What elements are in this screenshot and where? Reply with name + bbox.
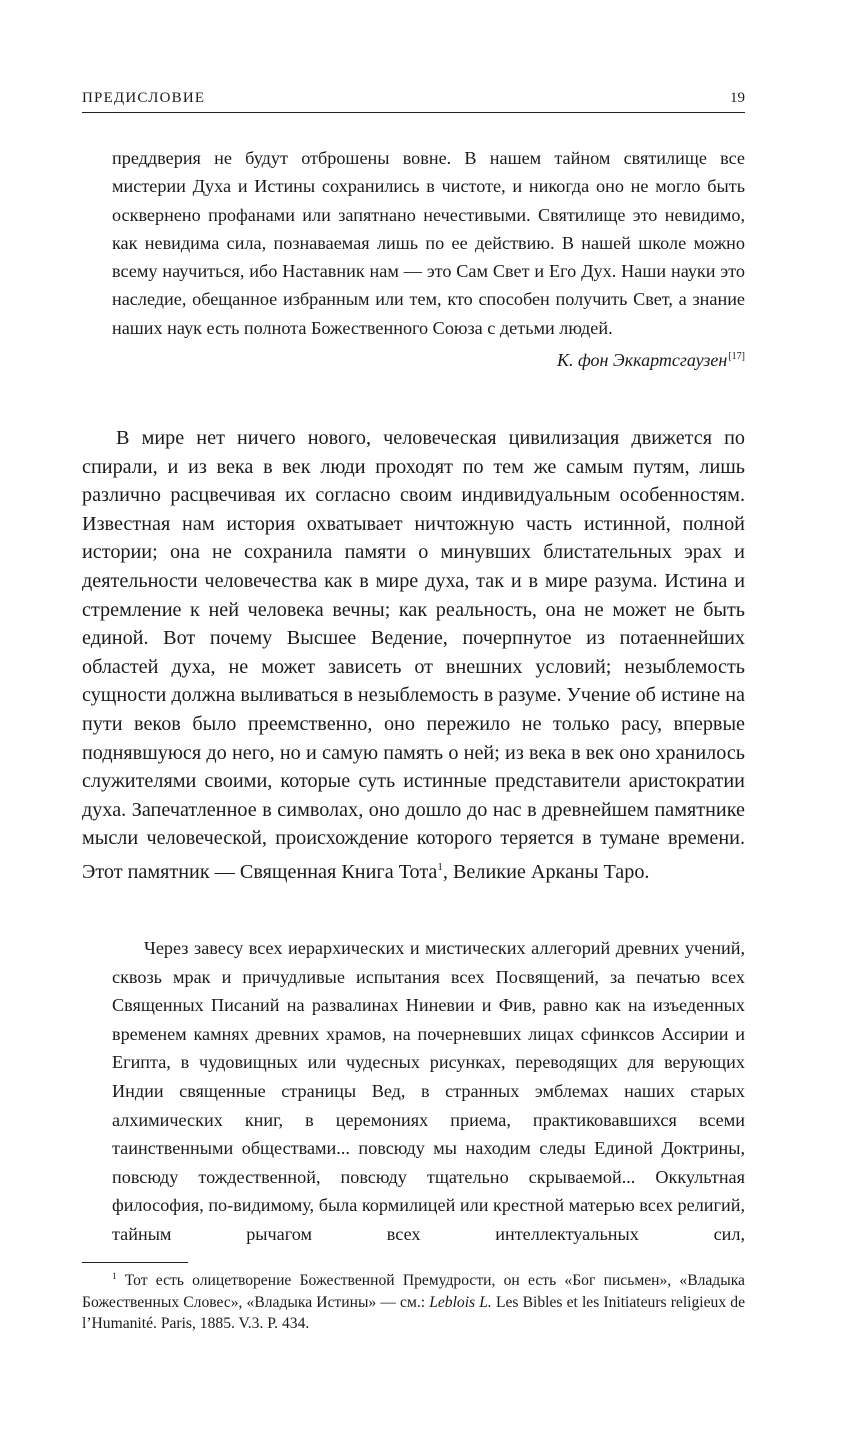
- block-quote: Через завесу всех иерархических и мистических аллегорий древних учений, сквозь мрак и причудливые испытания всех Посвящений, за печатью всех Священных Писаний на развалинах Ниневии и Фив, равно как на изъеденных временем камнях древних храмов, на почерневших лицах сфинксов Ассирии и Египта, в чудовищных или чудесных рисунках, переводящих для верующих Индии священные страницы Вед, в странных эмблемах наших старых алхимических книг, в церемониях приема, практиковавшихся всеми таинственными обществами... повсюду мы находим следы Единой Доктрины, повсюду тождественной, повсюду тщательно скрываемой... Оккультная философия, по-видимому, была кормилицей или крестной матерью всех религий, тайным рычагом всех интеллектуальных сил,: [112, 938, 745, 1244]
- epigraph: [112, 144, 745, 372]
- running-header: [82, 88, 745, 113]
- footnote: [82, 1266, 745, 1335]
- main-text-part-1: В мире нет ничего нового, человеческая цивилизация движется по спирали, и из века в век люди проходят по тем же самым путям, лишь различно расцвечивая их согласно своим индивидуальным особенностям. Известная нам история охватывает ничтожную часть истинной, полной истории; она не сохранила памяти о минувших блистательных эрах и деятельности человечества как в мире духа, так и в мире разума. Истина и стремление к ней человека вечны; как реальность, она не может не быть единой. Вот почему Высшее Ведение, почерпнутое из потаеннейших областей духа, не может зависеть от внешних условий; незыблемость сущности должна выливаться в незыблемость в разуме. Учение об истине на пути веков было преемственно, оно пережило не только расу, впервые поднявшуюся до него, но и самую память о ней; из века в век оно хранилось служителями своими, которые суть истинные представители аристократии духа. Запечатленное в символах, оно дошло до нас в древнейшем памятнике мысли человеческой, происхождение которого теряется в тумане времени. Этот памятник — Священная Книга Тота: [82, 427, 745, 883]
- epigraph-attribution: [112, 345, 745, 372]
- main-text-part-2: , Великие Арканы Таро.: [442, 860, 650, 883]
- epigraph-reference: [17]: [728, 351, 745, 363]
- footnote-author: Leblois L.: [429, 1293, 492, 1311]
- footnote-reference: 1: [437, 860, 443, 873]
- footnote-text-part-1: Тот есть олицетворение Божественной Премудрости, он есть «Бог письмен», «Владыка Божественных Словес», «Владыка Истины» — см.:: [82, 1272, 745, 1311]
- running-title: ПРЕДИСЛОВИЕ: [82, 90, 206, 106]
- footnote-text-part-2: Les Bibles et les Initiateurs religieux de l’Humanité. Paris, 1885. V.3. P. 434.: [82, 1293, 745, 1332]
- epigraph-text: преддверия не будут отброшены вовне. В нашем тайном святилище все мистерии Духа и Истины сохранились в чистоте, и никогда оно не могло быть осквернено профанами или запятнано нечестивыми. Святилище это невидимо, как невидима сила, познаваемая лишь по ее действию. В нашей школе можно всему научиться, ибо Наставник нам — это Сам Свет и Его Дух. Наши науки это наследие, обещанное избранным или тем, кто способен получить Свет, а знание наших наук есть полнота Божественного Союза с детьми людей.: [112, 148, 745, 338]
- footnote-divider: [82, 1262, 188, 1263]
- main-paragraph: [82, 424, 745, 887]
- footnote-marker: 1: [112, 1271, 117, 1281]
- epigraph-author: К. фон Эккартсгаузен: [556, 350, 728, 371]
- page-number: 19: [730, 90, 745, 106]
